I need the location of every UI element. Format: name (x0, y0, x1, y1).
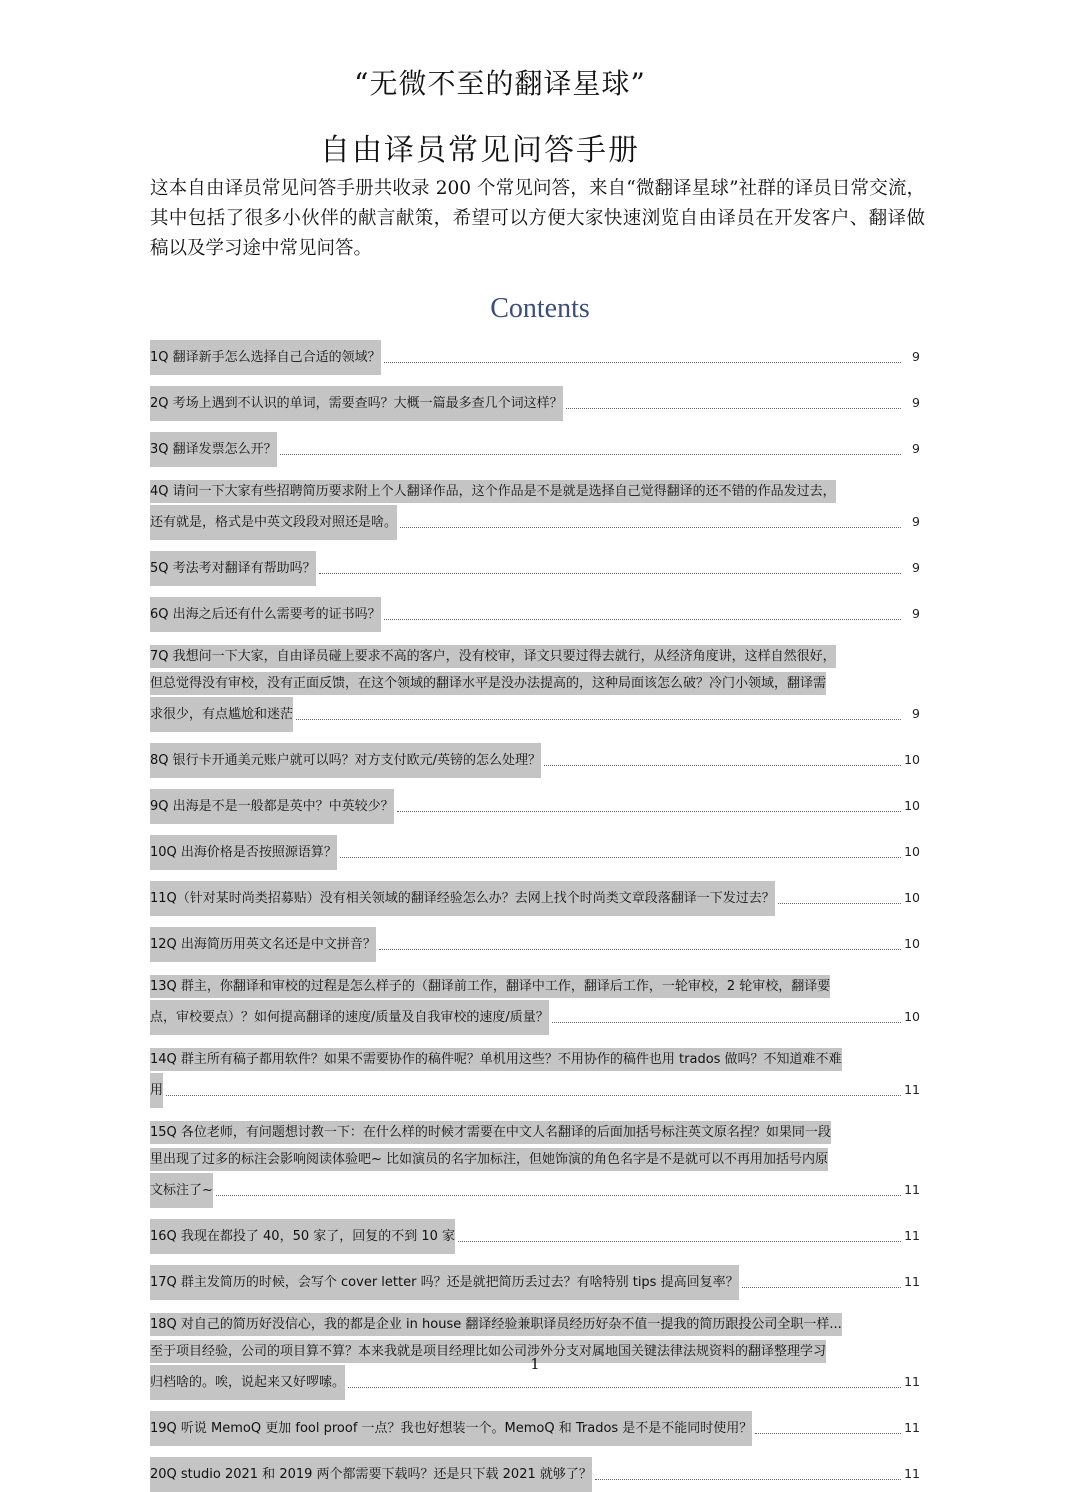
toc-entry[interactable] (150, 340, 920, 375)
toc-leader-dots (348, 1386, 901, 1388)
toc-entry[interactable] (150, 927, 920, 962)
toc-entry-text: 18Q 对自己的简历好没信心，我的都是企业 in house 翻译经验兼职译员经历好杂不值一提我的简历跟投公司全职一样... (150, 1313, 842, 1336)
toc-page-number: 10 (904, 890, 920, 905)
toc-entry-text: 10Q 出海价格是否按照源语算？ (150, 835, 337, 870)
toc-entry[interactable] (150, 1457, 920, 1492)
toc-leader-dots (379, 948, 901, 950)
toc-page-number: 11 (904, 1274, 920, 1289)
toc-leader-dots (166, 1094, 901, 1096)
toc-page-number: 10 (904, 936, 920, 951)
toc-page-number: 9 (912, 441, 920, 456)
toc-leader-dots (755, 1432, 901, 1434)
toc-entry[interactable] (150, 386, 920, 421)
toc-entry[interactable] (150, 597, 920, 632)
toc-entry-text: 里出现了过多的标注会影响阅读体验吧~ 比如演员的名字加标注，但她饰演的角色名字是不是就可以不再用加括号内原 (150, 1148, 828, 1171)
table-of-contents (150, 340, 920, 1492)
toc-page-number: 9 (912, 706, 920, 721)
toc-leader-dots (544, 764, 901, 766)
toc-entry-text: 还有就是，格式是中英文段段对照还是啥。 (150, 505, 397, 540)
toc-entry[interactable] (150, 1411, 920, 1446)
toc-page-number: 10 (904, 798, 920, 813)
toc-entry[interactable] (150, 1119, 920, 1208)
toc-entry[interactable] (150, 432, 920, 467)
toc-page-number: 10 (904, 752, 920, 767)
toc-entry-text: 16Q 我现在都投了 40，50 家了，回复的不到 10 家 (150, 1219, 455, 1254)
toc-entry-text: 17Q 群主发简历的时候，会写个 cover letter 吗？还是就把简历丢过去？有啥特别 tips 提高回复率？ (150, 1265, 739, 1300)
toc-leader-dots (319, 572, 901, 574)
toc-leader-dots (552, 1021, 901, 1023)
toc-leader-dots (397, 810, 901, 812)
toc-entry-text: 19Q 听说 MemoQ 更加 fool proof 一点？我也好想装一个。MemoQ 和 Trados 是不是不能同时使用？ (150, 1411, 752, 1446)
document-subtitle: 自由译员常见问答手册 (320, 133, 640, 168)
toc-entry[interactable] (150, 1265, 920, 1300)
toc-entry-text: 用 (150, 1073, 163, 1108)
toc-entry-text: 求很少，有点尴尬和迷茫 (150, 697, 293, 732)
toc-entry[interactable] (150, 478, 920, 540)
toc-page-number: 11 (904, 1082, 920, 1097)
toc-entry[interactable] (150, 881, 920, 916)
toc-leader-dots (216, 1194, 901, 1196)
toc-entry-text: 至于项目经验，公司的项目算不算？本来我就是项目经理比如公司涉外分支对属地国关键法律法规资料的翻译整理学习 (150, 1340, 826, 1363)
toc-leader-dots (458, 1240, 901, 1242)
toc-page-number: 9 (912, 560, 920, 575)
toc-leader-dots (384, 618, 901, 620)
toc-page-number: 11 (904, 1420, 920, 1435)
toc-leader-dots (566, 407, 901, 409)
toc-leader-dots (778, 902, 901, 904)
toc-entry[interactable] (150, 973, 920, 1035)
intro-paragraph: 这本自由译员常见问答手册共收录 200 个常见问答，来自“微翻译星球”社群的译员日常交流，其中包括了很多小伙伴的献言献策，希望可以方便大家快速浏览自由译员在开发客户、翻译做稿以及学习途中常见问答。 (150, 178, 925, 259)
toc-leader-dots (400, 526, 901, 528)
toc-entry-text: 15Q 各位老师，有问题想讨教一下：在什么样的时候才需要在中文人名翻译的后面加括号标注英文原名捏？如果同一段 (150, 1121, 831, 1144)
toc-leader-dots (384, 361, 901, 363)
toc-leader-dots (296, 718, 901, 720)
toc-entry-text: 12Q 出海简历用英文名还是中文拼音？ (150, 927, 376, 962)
toc-entry-text: 6Q 出海之后还有什么需要考的证书吗？ (150, 597, 381, 632)
toc-leader-dots (595, 1478, 901, 1480)
toc-entry-text: 20Q studio 2021 和 2019 两个都需要下载吗？还是只下载 2021 就够了？ (150, 1457, 592, 1492)
toc-entry-text: 文标注了~ (150, 1173, 213, 1208)
toc-entry-text: 11Q（针对某时尚类招募贴）没有相关领域的翻译经验怎么办？去网上找个时尚类文章段落翻译一下发过去？ (150, 881, 775, 916)
toc-entry[interactable] (150, 789, 920, 824)
toc-page-number: 11 (904, 1466, 920, 1481)
toc-entry[interactable] (150, 643, 920, 732)
toc-entry-text: 13Q 群主，你翻译和审校的过程是怎么样子的（翻译前工作，翻译中工作，翻译后工作，一轮审校，2 轮审校，翻译要 (150, 975, 830, 998)
toc-page-number: 10 (904, 844, 920, 859)
toc-entry-text: 2Q 考场上遇到不认识的单词，需要查吗？大概一篇最多查几个词这样？ (150, 386, 563, 421)
toc-entry-text: 但总觉得没有审校，没有正面反馈，在这个领域的翻译水平是没办法提高的，这种局面该怎么破？冷门小领域，翻译需 (150, 672, 826, 695)
toc-page-number: 11 (904, 1182, 920, 1197)
toc-entry-text: 8Q 银行卡开通美元账户就可以吗？对方支付欧元/英镑的怎么处理？ (150, 743, 541, 778)
toc-page-number: 11 (904, 1374, 920, 1389)
toc-page-number: 9 (912, 395, 920, 410)
toc-page-number: 9 (912, 349, 920, 364)
page-number: 1 (530, 1355, 540, 1373)
toc-entry[interactable] (150, 551, 920, 586)
toc-entry[interactable] (150, 743, 920, 778)
toc-entry-text: 14Q 群主所有稿子都用软件？如果不需要协作的稿件呢？单机用这些？不用协作的稿件也用 trados 做吗？不知道难不难 (150, 1048, 842, 1071)
toc-page-number: 9 (912, 514, 920, 529)
toc-entry-text: 点，审校要点）？如何提高翻译的速度/质量及自我审校的速度/质量？ (150, 1000, 549, 1035)
toc-entry[interactable] (150, 835, 920, 870)
toc-entry[interactable] (150, 1219, 920, 1254)
toc-leader-dots (742, 1286, 901, 1288)
toc-leader-dots (340, 856, 901, 858)
document-title: “无微不至的翻译星球” (354, 67, 646, 100)
toc-entry[interactable] (150, 1046, 920, 1108)
toc-entry-text: 归档啥的。唉，说起来又好啰嗦。 (150, 1365, 345, 1400)
toc-entry-text: 4Q 请问一下大家有些招聘简历要求附上个人翻译作品，这个作品是不是就是选择自己觉得翻译的还不错的作品发过去， (150, 480, 836, 503)
toc-entry-text: 7Q 我想问一下大家，自由译员碰上要求不高的客户，没有校审，译文只要过得去就行，从经济角度讲，这样自然很好， (150, 645, 836, 668)
toc-entry-text: 1Q 翻译新手怎么选择自己合适的领域？ (150, 340, 381, 375)
toc-entry-text: 5Q 考法考对翻译有帮助吗？ (150, 551, 316, 586)
toc-entry-text: 9Q 出海是不是一般都是英中？中英较少？ (150, 789, 394, 824)
toc-leader-dots (280, 453, 901, 455)
toc-page-number: 9 (912, 606, 920, 621)
toc-entry-text: 3Q 翻译发票怎么开？ (150, 432, 277, 467)
toc-page-number: 11 (904, 1228, 920, 1243)
contents-heading: Contents (490, 293, 590, 324)
toc-page-number: 10 (904, 1009, 920, 1024)
